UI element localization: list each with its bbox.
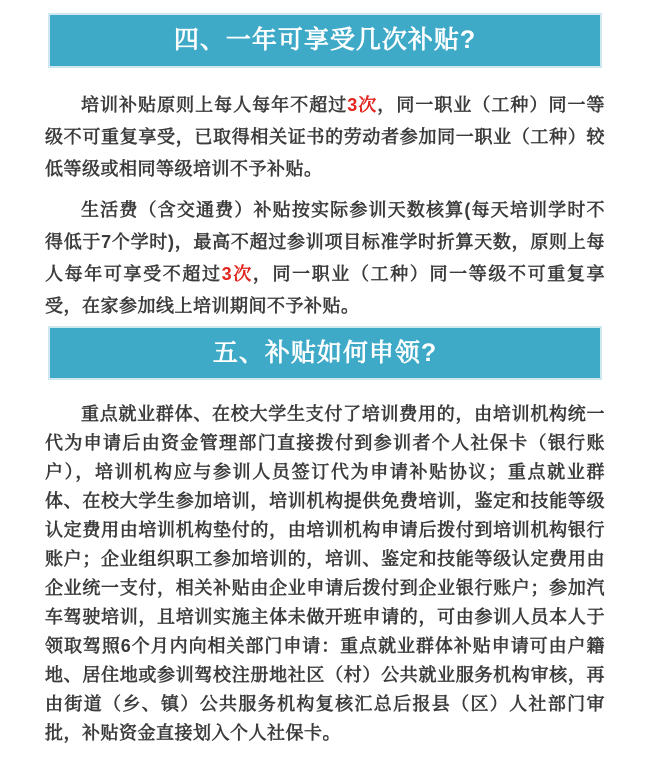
highlight-three-times: 3次 — [221, 264, 253, 284]
section-title-4: 四、一年可享受几次补贴? — [173, 26, 477, 54]
section-title-5: 五、补贴如何申领? — [212, 338, 438, 367]
text-segment: 重点就业群体、在校大学生支付了培训费用的，由培训机构统一代为申请后由资金管理部门直接拨付到参训者个人社保卡（银行账户），培训机构应与参训人员签订代为申请补贴协议；重点就业群体、在校大学生参加培训，培训机构提供免费培训，鉴定和技能等级认定费用由培训机构垫付的，由培训机构申请后拨付到培训机构银行账户；企业组织职工参加培训的，培训、鉴定和技能等级认定费用由企业统一支付，相关补贴由企业申请后拨付到企业银行账户；参加汽车驾驶培训，且培训实施主体未做开班申请的，可由参训人员本人于领取驾照6个月内向相关部门申请：重点就业群体补贴申请可由户籍地、居住地或参训驾校注册地社区（村）公共就业服务机构审核，再由街道（乡、镇）公共服务机构复核汇总后报县（区）人社部门审批，补贴资金直接划入个人社保卡。 — [45, 404, 605, 743]
highlight-three-times: 3次 — [347, 95, 378, 115]
text-segment: 培训补贴原则上每人每年不超过 — [81, 95, 348, 115]
section-banner-4 — [48, 13, 602, 68]
text-segment: ，同一职业（工种）同一等级不可重复享受，已取得相关证书的劳动者参加同一职业（工种）较低等级或相同等级培训不予补贴。 — [45, 95, 605, 179]
text-segment: 生活费（含交通费）补贴按实际参训天数核算(每天培训学时不得低于7个学时)，最高不超过参训项目标准学时折算天数，原则上每人每年可享受不超过 — [45, 200, 605, 284]
text-segment: ，同一职业（工种）同一等级不可重复享受，在家参加线上培训期间不予补贴。 — [45, 264, 606, 316]
section-subsidy-times — [0, 13, 650, 322]
section-how-to-apply — [0, 326, 650, 748]
paragraph-training-subsidy-limit — [45, 89, 605, 185]
paragraph-living-allowance — [45, 194, 605, 322]
paragraph-application-process — [45, 400, 605, 748]
section-banner-5 — [48, 326, 602, 380]
